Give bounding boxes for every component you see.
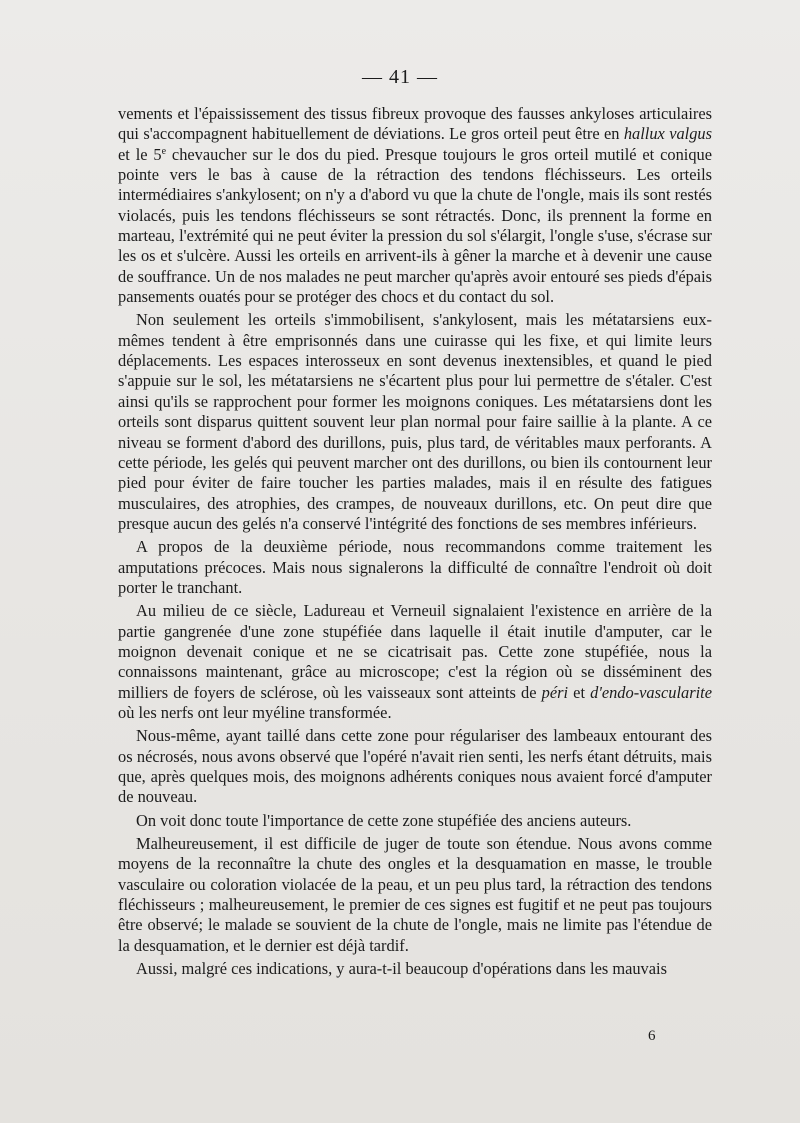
paragraph <box>118 726 712 807</box>
paragraph <box>118 310 712 534</box>
paragraph <box>118 959 712 979</box>
paragraph <box>118 811 712 831</box>
italic-term: hallux valgus <box>623 124 712 144</box>
paragraph <box>118 834 712 956</box>
body-text <box>118 104 712 979</box>
text-run: chevaucher sur le dos du pied. Presque toujours le gros orteil mutilé et conique pointe vers le bas à cause de la rétraction des tendons fléchisseurs. Les orteils intermédiaires s'ankylosent; on n'y a d'abord vu que la chute de l'ongle, mais ils sont restés violacés, puis les tendons fléchisseurs se sont rétractés. Donc, ils prennent la forme en marteau, l'extrémité qui ne peut éviter la pression du sol s'élargit, l'ongle s'use, s'écrase sur les os et s'ulcère. Aussi les orteils en arrivent-ils à gêner la marche et à devenir une cause de souffrance. Un de nos malades ne peut marcher qu'après avoir entouré ses pieds d'épais pansements ouatés pour se protéger des chocs et du contact du sol. <box>118 144 712 307</box>
text-run: Malheureusement, il est difficile de juger de toute son étendue. Nous avons comme moyens de la reconnaître la chute des ongles et la desquamation en masse, le trouble vasculaire ou coloration violacée de la peau, et un peu plus tard, la rétraction des tendons fléchisseurs ; malheureusement, le premier de ces signes est fugitif et ne peut pas toujours être observé; le malade se souvient de la chute de l'ongle, mais ne limite pas l'étendue de la desquamation, et le dernier est déjà tardif. <box>118 834 712 955</box>
text-run: Au milieu de ce siècle, Ladureau et Verneuil signalaient l'existence en arrière de la partie gangrenée d'une zone stupéfiée dans laquelle il était inutile d'amputer, car le moignon devenait conique et ne se cicatrisait pas. Cette zone stupéfiée, nous la connaissons maintenant, grâce au microscope; c'est la région où se disséminent des milliers de foyers de sclérose, où les vaisseaux sont atteints de <box>118 601 712 702</box>
text-run: Aussi, malgré ces indications, y aura-t-il beaucoup d'opérations dans les mauvais <box>136 959 667 979</box>
page-number: — 41 — <box>362 66 438 88</box>
text-run: On voit donc toute l'importance de cette zone stupéfiée des anciens auteurs. <box>136 810 632 830</box>
paragraph <box>118 537 712 598</box>
text-run: et <box>568 682 591 702</box>
text-run: A propos de la deuxième période, nous recommandons comme traitement les amputations précoces. Mais nous signalerons la difficulté de connaître l'endroit où doit porter le tranchant. <box>118 537 712 597</box>
text-run: Nous-même, ayant taillé dans cette zone pour régulariser des lambeaux entourant des os nécrosés, nous avons observé que l'opéré n'avait rien senti, les nerfs étant détruits, mais que, après quelques mois, des moignons adhérents coniques nous avaient forcé d'amputer de nouveau. <box>118 726 712 807</box>
text-run: vements et l'épaississement des tissus fibreux provoque des fausses ankyloses articulaires qui s'accompagnent habituellement de déviations. Le gros orteil peut être en <box>118 104 712 144</box>
paragraph <box>118 601 712 723</box>
italic-term: péri <box>541 682 569 702</box>
signature-mark: 6 <box>648 1028 656 1044</box>
italic-term: d'endo-vascularite <box>590 682 712 702</box>
text-run: où les nerfs ont leur myéline transformée. <box>118 702 392 722</box>
text-run: et le 5 <box>118 144 162 164</box>
paragraph <box>118 104 712 307</box>
superscript: e <box>161 145 167 157</box>
text-run: Non seulement les orteils s'immobilisent, s'ankylosent, mais les métatarsiens eux-mêmes tendent à être emprisonnés dans une cuirasse qui les fixe, et qui limite leurs déplacements. Les espaces interosseux en sont devenus inextensibles, et quand le pied s'appuie sur le sol, les métatarsiens ne s'écartent plus pour lui permettre de s'étaler. C'est ainsi qu'ils se rapprochent pour former les moignons coniques. Les métatarsiens dont les orteils sont disparus quittent souvent leur plan normal pour faire saillie à la plante. A ce niveau se forment d'abord des durillons, puis, plus tard, de véritables maux perforants. A cette période, les gelés qui peuvent marcher ont des durillons, ou bien ils contournent leur pied pour éviter de faire toucher les parties malades, mais il en résulte des fatigues musculaires, des atrophies, des crampes, de nouveaux durillons, etc. On peut dire que presque aucun des gelés n'a conservé l'intégrité des fonctions de ses membres inférieurs. <box>118 310 712 533</box>
